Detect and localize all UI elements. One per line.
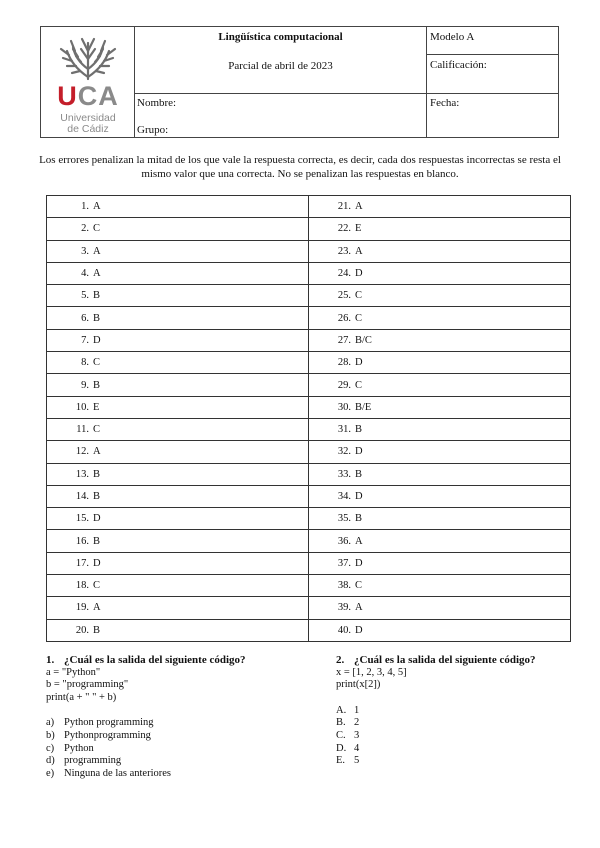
answer-cell bbox=[309, 285, 571, 307]
answer-number: 28. bbox=[337, 357, 351, 369]
answer-row bbox=[47, 396, 571, 418]
answer-number: 22. bbox=[337, 223, 351, 235]
answer-value: A bbox=[93, 446, 101, 458]
answer-value: C bbox=[93, 223, 101, 235]
answer-number: 1. bbox=[81, 201, 89, 213]
answer-value: A bbox=[93, 245, 101, 257]
logo-university-line2: de Cádiz bbox=[67, 123, 109, 135]
answer-cell bbox=[47, 418, 309, 440]
answer-number: 14. bbox=[75, 491, 89, 502]
answer-number: 5. bbox=[81, 290, 89, 302]
answer-value: A bbox=[355, 201, 363, 213]
code-block bbox=[46, 667, 306, 705]
answer-cell bbox=[47, 552, 309, 574]
answer-row bbox=[47, 196, 571, 218]
answer-value: B bbox=[355, 468, 363, 480]
answer-cell bbox=[309, 619, 571, 641]
answer-value: D bbox=[355, 491, 363, 502]
answer-cell bbox=[309, 530, 571, 552]
answer-cell bbox=[309, 374, 571, 396]
answer-number: 26. bbox=[337, 312, 351, 324]
exam-title: Parcial de abril de 2023 bbox=[228, 60, 333, 72]
answer-cell bbox=[309, 196, 571, 218]
answer-row bbox=[47, 285, 571, 307]
answer-number: 27. bbox=[337, 334, 351, 346]
answer-row bbox=[47, 374, 571, 396]
answer-cell bbox=[309, 329, 571, 351]
answer-cell bbox=[309, 485, 571, 507]
answer-value: D bbox=[93, 557, 101, 569]
answer-row bbox=[47, 218, 571, 240]
answer-value: D bbox=[355, 357, 363, 369]
answer-cell bbox=[309, 418, 571, 440]
option: c) Python bbox=[46, 742, 94, 754]
answer-row bbox=[47, 329, 571, 351]
answer-value: B bbox=[93, 624, 101, 636]
answer-row bbox=[47, 530, 571, 552]
answer-cell bbox=[47, 218, 309, 240]
option: C. 3 bbox=[336, 729, 360, 741]
answer-cell bbox=[309, 508, 571, 530]
answer-row bbox=[47, 597, 571, 619]
answer-number: 34. bbox=[337, 491, 351, 502]
answer-value: D bbox=[93, 513, 101, 525]
answer-cell bbox=[47, 307, 309, 329]
answer-number: 18. bbox=[75, 580, 89, 592]
answer-number: 16. bbox=[75, 535, 89, 547]
course-title: Lingüística computacional bbox=[218, 31, 343, 43]
answer-cell bbox=[47, 262, 309, 284]
answer-row bbox=[47, 619, 571, 641]
option: d) programming bbox=[46, 755, 122, 767]
exam-model: Modelo A bbox=[430, 31, 475, 43]
answer-cell bbox=[309, 396, 571, 418]
answer-cell bbox=[47, 575, 309, 597]
answer-cell bbox=[309, 575, 571, 597]
answer-number: 20. bbox=[75, 624, 89, 636]
header-divider bbox=[426, 54, 558, 55]
answer-cell bbox=[47, 463, 309, 485]
question-title: 2. ¿Cuál es la salida del siguiente código? bbox=[336, 654, 536, 666]
code-line: a = "Python" bbox=[46, 666, 101, 678]
answer-number: 4. bbox=[81, 268, 89, 280]
answer-number: 29. bbox=[337, 379, 351, 391]
answer-value: B bbox=[93, 290, 101, 302]
answer-value: D bbox=[355, 446, 363, 458]
answer-cell bbox=[309, 352, 571, 374]
option: A. 1 bbox=[336, 704, 360, 716]
answer-cell bbox=[309, 552, 571, 574]
answer-cell bbox=[47, 619, 309, 641]
answer-cell bbox=[47, 240, 309, 262]
answer-cell bbox=[47, 196, 309, 218]
question-1 bbox=[46, 654, 306, 780]
answer-value: D bbox=[355, 624, 363, 636]
answer-cell bbox=[47, 352, 309, 374]
answer-number: 36. bbox=[337, 535, 351, 547]
logo-wordmark: UCA bbox=[57, 81, 119, 111]
logo-university-line1: Universidad bbox=[60, 112, 116, 124]
answer-cell bbox=[47, 508, 309, 530]
answer-value: B/C bbox=[355, 334, 372, 346]
instructions: Los errores penalizan la mitad de los que vale la respuesta correcta, es decir, cada dos respuestas incorrectas se resta el mismo valor que una correcta. No se penalizan las respuestas en blanco. bbox=[39, 154, 561, 180]
answer-cell bbox=[47, 285, 309, 307]
answer-row bbox=[47, 463, 571, 485]
answer-cell bbox=[47, 374, 309, 396]
answer-number: 9. bbox=[81, 379, 89, 391]
olive-branch-icon bbox=[45, 29, 131, 83]
answer-number: 40. bbox=[337, 624, 351, 636]
answer-cell bbox=[309, 463, 571, 485]
answer-row bbox=[47, 352, 571, 374]
answer-number: 32. bbox=[337, 446, 351, 458]
exam-header bbox=[40, 26, 559, 138]
answer-value: D bbox=[93, 334, 101, 346]
answer-row bbox=[47, 552, 571, 574]
question-title: 1. ¿Cuál es la salida del siguiente código? bbox=[46, 654, 246, 666]
answer-number: 24. bbox=[337, 268, 351, 280]
answer-number: 25. bbox=[337, 290, 351, 302]
answer-number: 6. bbox=[81, 312, 89, 324]
code-block bbox=[336, 667, 576, 692]
answer-value: B bbox=[93, 379, 101, 391]
answer-cell bbox=[309, 441, 571, 463]
code-line: print(x[2]) bbox=[336, 679, 381, 691]
answer-row bbox=[47, 441, 571, 463]
answer-number: 2. bbox=[81, 223, 89, 235]
answer-value: D bbox=[355, 557, 363, 569]
option: B. 2 bbox=[336, 717, 360, 729]
answer-number: 21. bbox=[337, 201, 351, 213]
answer-value: B bbox=[355, 513, 363, 525]
answer-number: 17. bbox=[75, 557, 89, 569]
name-label: Nombre: bbox=[137, 97, 177, 109]
answer-cell bbox=[309, 218, 571, 240]
answer-value: A bbox=[355, 245, 363, 257]
code-line: x = [1, 2, 3, 4, 5] bbox=[336, 666, 407, 678]
answer-number: 19. bbox=[75, 602, 89, 614]
answer-value: B bbox=[93, 491, 101, 502]
answer-value: E bbox=[93, 401, 100, 413]
answer-value: C bbox=[93, 580, 101, 592]
answer-value: A bbox=[93, 268, 101, 280]
answer-cell bbox=[47, 441, 309, 463]
date-label: Fecha: bbox=[430, 97, 460, 109]
answer-row bbox=[47, 485, 571, 507]
answer-cell bbox=[309, 597, 571, 619]
group-label: Grupo: bbox=[137, 124, 169, 136]
answer-cell bbox=[47, 485, 309, 507]
answer-number: 12. bbox=[75, 446, 89, 458]
answer-row bbox=[47, 418, 571, 440]
answer-cell bbox=[47, 396, 309, 418]
answer-row bbox=[47, 240, 571, 262]
option: E. 5 bbox=[336, 755, 360, 767]
answer-value: C bbox=[93, 424, 101, 436]
answer-number: 35. bbox=[337, 513, 351, 525]
answer-cell bbox=[47, 530, 309, 552]
answer-value: C bbox=[355, 312, 363, 324]
answer-number: 10. bbox=[75, 401, 89, 413]
answer-value: C bbox=[355, 379, 363, 391]
answer-row bbox=[47, 262, 571, 284]
answer-number: 8. bbox=[81, 357, 89, 369]
answer-value: A bbox=[355, 535, 363, 547]
university-logo bbox=[45, 29, 131, 137]
option: e) Ninguna de las anteriores bbox=[46, 767, 172, 779]
answer-value: C bbox=[355, 580, 363, 592]
answer-number: 13. bbox=[75, 468, 89, 480]
code-line: print(a + " " + b) bbox=[46, 691, 117, 703]
question-2 bbox=[336, 654, 576, 768]
answer-number: 33. bbox=[337, 468, 351, 480]
answer-number: 31. bbox=[337, 424, 351, 436]
answer-value: B bbox=[93, 535, 101, 547]
answer-value: A bbox=[93, 201, 101, 213]
answer-number: 3. bbox=[81, 245, 89, 257]
answer-row bbox=[47, 575, 571, 597]
answer-value: B bbox=[93, 468, 101, 480]
answer-number: 38. bbox=[337, 580, 351, 592]
answer-cell bbox=[47, 329, 309, 351]
answer-value: D bbox=[355, 268, 363, 280]
option: D. 4 bbox=[336, 742, 360, 754]
answer-number: 11. bbox=[76, 424, 89, 436]
answer-value: C bbox=[355, 290, 363, 302]
answer-value: A bbox=[355, 602, 363, 614]
answer-number: 15. bbox=[75, 513, 89, 525]
answer-cell bbox=[47, 597, 309, 619]
answer-cell bbox=[309, 307, 571, 329]
answer-number: 37. bbox=[337, 557, 351, 569]
answer-number: 23. bbox=[337, 245, 351, 257]
answer-value: E bbox=[355, 223, 362, 235]
option: a) Python programming bbox=[46, 717, 154, 729]
header-divider bbox=[134, 93, 558, 94]
answer-value: C bbox=[93, 357, 101, 369]
answer-row bbox=[47, 508, 571, 530]
header-divider bbox=[134, 27, 135, 137]
answer-cell bbox=[309, 240, 571, 262]
answer-value: B/E bbox=[355, 401, 372, 413]
answer-number: 7. bbox=[81, 334, 89, 346]
code-line: b = "programming" bbox=[46, 679, 129, 691]
answer-number: 30. bbox=[337, 401, 351, 413]
header-divider bbox=[426, 27, 427, 137]
grade-label: Calificación: bbox=[430, 59, 487, 71]
answer-value: B bbox=[93, 312, 101, 324]
answer-number: 39. bbox=[337, 602, 351, 614]
answer-value: B bbox=[355, 424, 363, 436]
answer-key-table bbox=[46, 195, 571, 642]
answer-cell bbox=[309, 262, 571, 284]
option: b) Pythonprogramming bbox=[46, 729, 151, 741]
answer-row bbox=[47, 307, 571, 329]
answer-value: A bbox=[93, 602, 101, 614]
